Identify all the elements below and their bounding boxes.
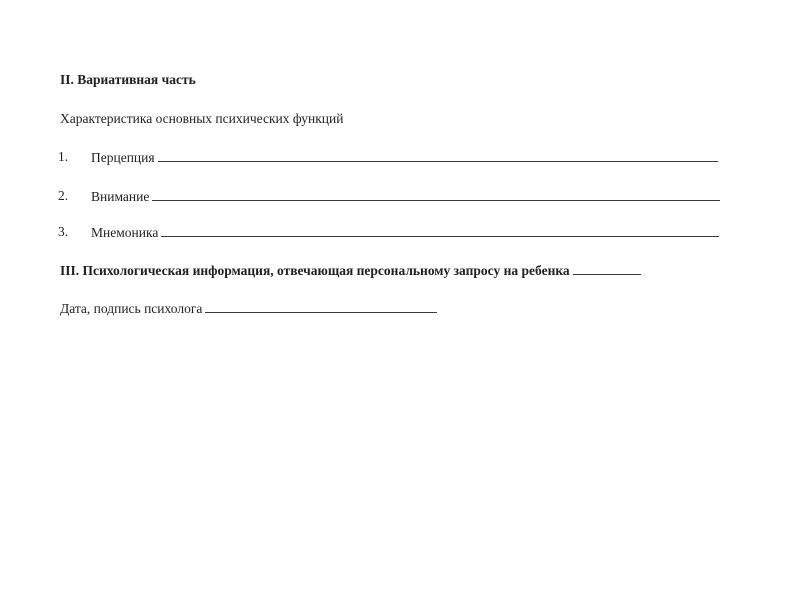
signature-label: Дата, подпись психолога bbox=[60, 301, 203, 316]
list-item-label: Перцепция bbox=[91, 150, 155, 165]
list-item-label: Мнемоника bbox=[91, 225, 159, 240]
list-item-mnemonics bbox=[91, 224, 719, 241]
list-item-perception bbox=[91, 149, 718, 166]
section-3-title-line bbox=[60, 262, 641, 279]
list-item-label: Внимание bbox=[91, 189, 150, 204]
section-3-title: III. Психологическая информация, отвечающая персональному запросу на ребенка bbox=[60, 263, 570, 278]
section-2-title: II. Вариативная часть bbox=[60, 72, 196, 87]
list-item-attention bbox=[91, 188, 720, 205]
fill-in-blank-line[interactable] bbox=[158, 149, 718, 162]
fill-in-blank-line[interactable] bbox=[152, 188, 720, 201]
item-number: 1. bbox=[58, 149, 69, 164]
item-number: 3. bbox=[58, 224, 69, 239]
section-2-subtitle: Характеристика основных психических функций bbox=[60, 111, 344, 126]
signature-line bbox=[60, 300, 437, 317]
fill-in-blank-line[interactable] bbox=[205, 300, 437, 313]
fill-in-blank-line[interactable] bbox=[161, 224, 719, 237]
item-number: 2. bbox=[58, 188, 69, 203]
fill-in-blank-line[interactable] bbox=[573, 262, 641, 275]
